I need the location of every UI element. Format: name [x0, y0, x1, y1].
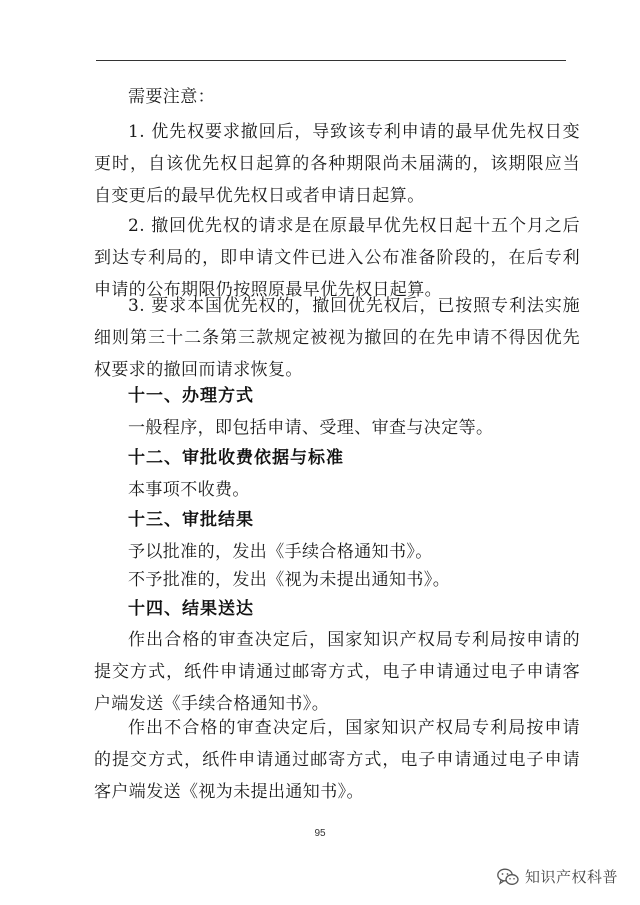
- note-1: 1. 优先权要求撤回后，导致该专利申请的最早优先权日变更时，自该优先权日起算的各种期限尚未届满的，该期限应当自变更后的最早优先权日或者申请日起算。: [94, 122, 580, 206]
- section-heading-13: 十三、审批结果: [128, 510, 254, 530]
- section-14-paragraph-1: 作出合格的审查决定后，国家知识产权局专利局按申请的提交方式，纸件申请通过邮寄方式，电子申请通过电子申请客户端发送《手续合格通知书》。: [94, 630, 580, 714]
- note-3: 3. 要求本国优先权的，撤回优先权后，已按照专利法实施细则第三十二条第三款规定被视为撤回的在先申请不得因优先权要求的撤回而请求恢复。: [94, 296, 580, 380]
- section-13-line-rejected: 不予批准的，发出《视为未提出通知书》。: [128, 570, 451, 590]
- section-13-line-approved: 予以批准的，发出《手续合格通知书》。: [128, 542, 433, 562]
- section-11-text: 一般程序，即包括申请、受理、审查与决定等。: [128, 418, 494, 438]
- section-14-paragraph-2: 作出不合格的审查决定后，国家知识产权局专利局按申请的提交方式，纸件申请通过邮寄方式，电子申请通过电子申请客户端发送《视为未提出通知书》。: [94, 718, 580, 802]
- wechat-icon: [497, 868, 519, 886]
- watermark: [497, 866, 618, 887]
- section-heading-14: 十四、结果送达: [128, 599, 254, 619]
- section-heading-11: 十一、办理方式: [128, 386, 254, 406]
- page-number: 95: [314, 828, 326, 839]
- section-12-text: 本事项不收费。: [128, 480, 250, 500]
- header-rule: [96, 60, 566, 61]
- intro-label: 需要注意：: [128, 87, 215, 107]
- section-heading-12: 十二、审批收费依据与标准: [128, 448, 344, 468]
- watermark-text: 知识产权科普: [524, 868, 618, 886]
- note-2: 2. 撤回优先权的请求是在原最早优先权日起十五个月之后到达专利局的，即申请文件已进入公布准备阶段的，在后专利申请的公布期限仍按照原最早优先权日起算。: [94, 216, 580, 300]
